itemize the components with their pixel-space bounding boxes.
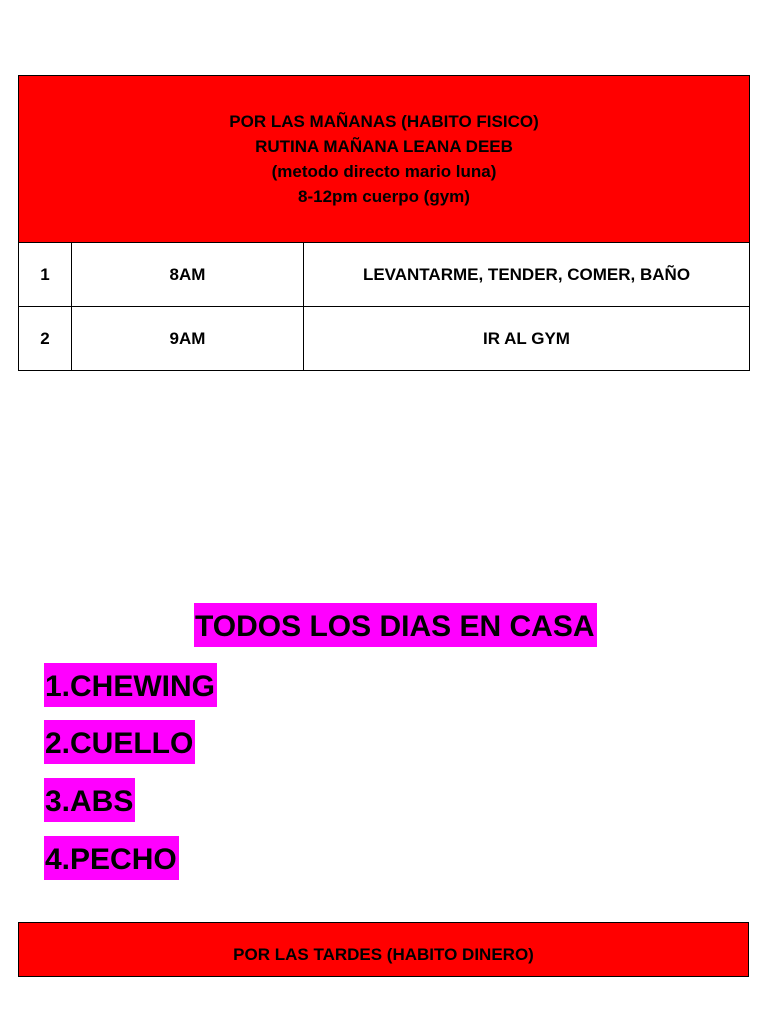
morning-header xyxy=(19,76,750,243)
table-row xyxy=(19,307,750,371)
row-activity: IR AL GYM xyxy=(304,307,750,371)
morning-header-line-1: POR LAS MAÑANAS (HABITO FISICO) xyxy=(229,112,539,131)
table-row xyxy=(19,243,750,307)
row-activity: LEVANTARME, TENDER, COMER, BAÑO xyxy=(304,243,750,307)
morning-routine-table xyxy=(18,75,750,371)
list-item: 4.PECHO xyxy=(44,836,179,880)
list-item: 3.ABS xyxy=(44,778,135,822)
afternoon-table xyxy=(18,922,749,977)
afternoon-header: POR LAS TARDES (HABITO DINERO) xyxy=(19,923,749,977)
morning-header-line-3: (metodo directo mario luna) xyxy=(271,162,497,181)
morning-header-line-4: 8-12pm cuerpo (gym) xyxy=(298,187,470,206)
row-number: 1 xyxy=(19,243,72,307)
home-title: TODOS LOS DIAS EN CASA xyxy=(194,603,597,647)
morning-header-line-2: RUTINA MAÑANA LEANA DEEB xyxy=(255,137,513,156)
row-time: 9AM xyxy=(72,307,304,371)
list-item: 1.CHEWING xyxy=(44,663,217,707)
list-item: 2.CUELLO xyxy=(44,720,195,764)
row-number: 2 xyxy=(19,307,72,371)
row-time: 8AM xyxy=(72,243,304,307)
